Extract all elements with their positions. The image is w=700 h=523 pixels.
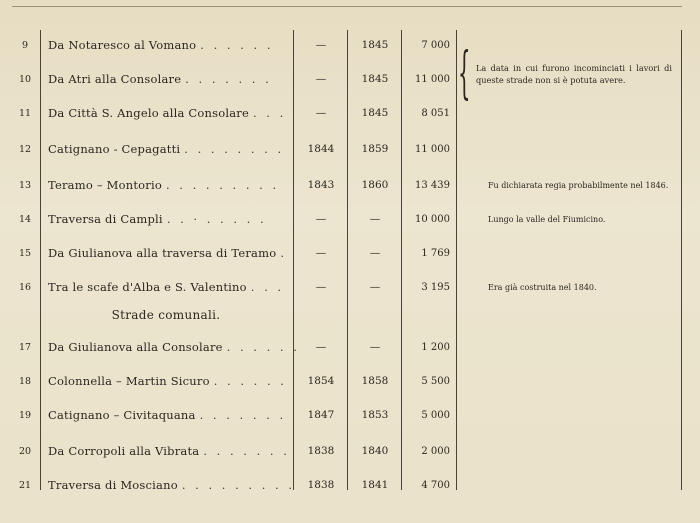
table-row	[0, 398, 700, 432]
start-year: —	[315, 39, 327, 51]
end-year: —	[369, 341, 381, 353]
road-description: Da Notaresco al Vomano . . . . . .	[48, 38, 274, 52]
table-row	[0, 270, 700, 304]
road-description: Da Giulianova alla traversa di Teramo .	[48, 246, 287, 260]
start-year: 1844	[307, 143, 335, 155]
end-year: 1845	[361, 107, 389, 119]
table-row	[0, 468, 700, 502]
length: 5 000	[421, 409, 450, 421]
row-number: 15	[18, 247, 32, 259]
road-description: Catignano - Cepagatti . . . . . . . .	[48, 142, 285, 156]
row-number: 10	[18, 73, 32, 85]
table-row	[0, 96, 700, 130]
table-row	[0, 364, 700, 398]
table-row	[0, 236, 700, 270]
table-row	[0, 132, 700, 166]
road-description: Da Giulianova alla Consolare . . . . . .	[48, 340, 300, 354]
start-year: 1847	[307, 409, 335, 421]
end-year: 1841	[361, 479, 389, 491]
start-year: 1854	[307, 375, 335, 387]
end-year: 1845	[361, 73, 389, 85]
start-year: 1843	[307, 179, 335, 191]
length: 5 500	[421, 375, 450, 387]
length: 1 769	[421, 247, 450, 259]
road-description: Tra le scafe d'Alba e S. Valentino . . .	[48, 280, 285, 294]
table-row	[0, 168, 700, 202]
row-note: Fu dichiarata regia probabilmente nel 1846.	[488, 180, 669, 190]
row-number: 16	[18, 281, 32, 293]
end-year: —	[369, 281, 381, 293]
row-number: 14	[18, 213, 32, 225]
table-row	[0, 28, 700, 62]
road-description: Da Corropoli alla Vibrata . . . . . . .	[48, 444, 290, 458]
length: 4 700	[421, 479, 450, 491]
start-year: —	[315, 73, 327, 85]
row-number: 13	[18, 179, 32, 191]
end-year: 1858	[361, 375, 389, 387]
row-number: 11	[18, 107, 32, 119]
start-year: —	[315, 107, 327, 119]
row-note: Lungo la valle del Fiumicino.	[488, 214, 606, 224]
row-number: 19	[18, 409, 32, 421]
top-rule	[12, 6, 682, 7]
length: 2 000	[421, 445, 450, 457]
table-row	[0, 434, 700, 468]
length: 11 000	[415, 73, 450, 85]
road-description: Teramo – Montorio . . . . . . . . .	[48, 178, 280, 192]
section-title: Strade comunali.	[111, 308, 221, 322]
end-year: —	[369, 213, 381, 225]
group-note: La data in cui furono incominciati i lavori di queste strade non si è potuta avere.	[476, 63, 672, 85]
row-number: 20	[18, 445, 32, 457]
end-year: 1840	[361, 445, 389, 457]
length: 13 439	[415, 179, 450, 191]
road-description: Da Atri alla Consolare . . . . . . .	[48, 72, 272, 86]
end-year: 1860	[361, 179, 389, 191]
group-brace: {	[458, 41, 471, 106]
road-description: Da Città S. Angelo alla Consolare . . .	[48, 106, 287, 120]
length: 11 000	[415, 143, 450, 155]
length: 8 051	[421, 107, 450, 119]
row-note: Era già costruita nel 1840.	[488, 282, 597, 292]
start-year: —	[315, 247, 327, 259]
row-number: 21	[18, 479, 32, 491]
end-year: —	[369, 247, 381, 259]
road-description: Catignano – Civitaquana . . . . . . .	[48, 408, 287, 422]
length: 7 000	[421, 39, 450, 51]
end-year: 1853	[361, 409, 389, 421]
table-row	[0, 62, 700, 96]
length: 10 000	[415, 213, 450, 225]
length: 3 195	[421, 281, 450, 293]
start-year: —	[315, 281, 327, 293]
table-row	[0, 202, 700, 236]
start-year: —	[315, 213, 327, 225]
row-number: 12	[18, 143, 32, 155]
end-year: 1859	[361, 143, 389, 155]
start-year: —	[315, 341, 327, 353]
table-row	[0, 330, 700, 364]
row-number: 9	[21, 39, 29, 51]
road-description: Traversa di Campli . . · . . . . .	[48, 212, 267, 226]
start-year: 1838	[307, 479, 335, 491]
end-year: 1845	[361, 39, 389, 51]
road-description: Colonnella – Martin Sicuro . . . . . .	[48, 374, 287, 388]
road-description: Traversa di Mosciano . . . . . . . . .	[48, 478, 295, 492]
length: 1 200	[421, 341, 450, 353]
row-number: 17	[18, 341, 32, 353]
start-year: 1838	[307, 445, 335, 457]
row-number: 18	[18, 375, 32, 387]
